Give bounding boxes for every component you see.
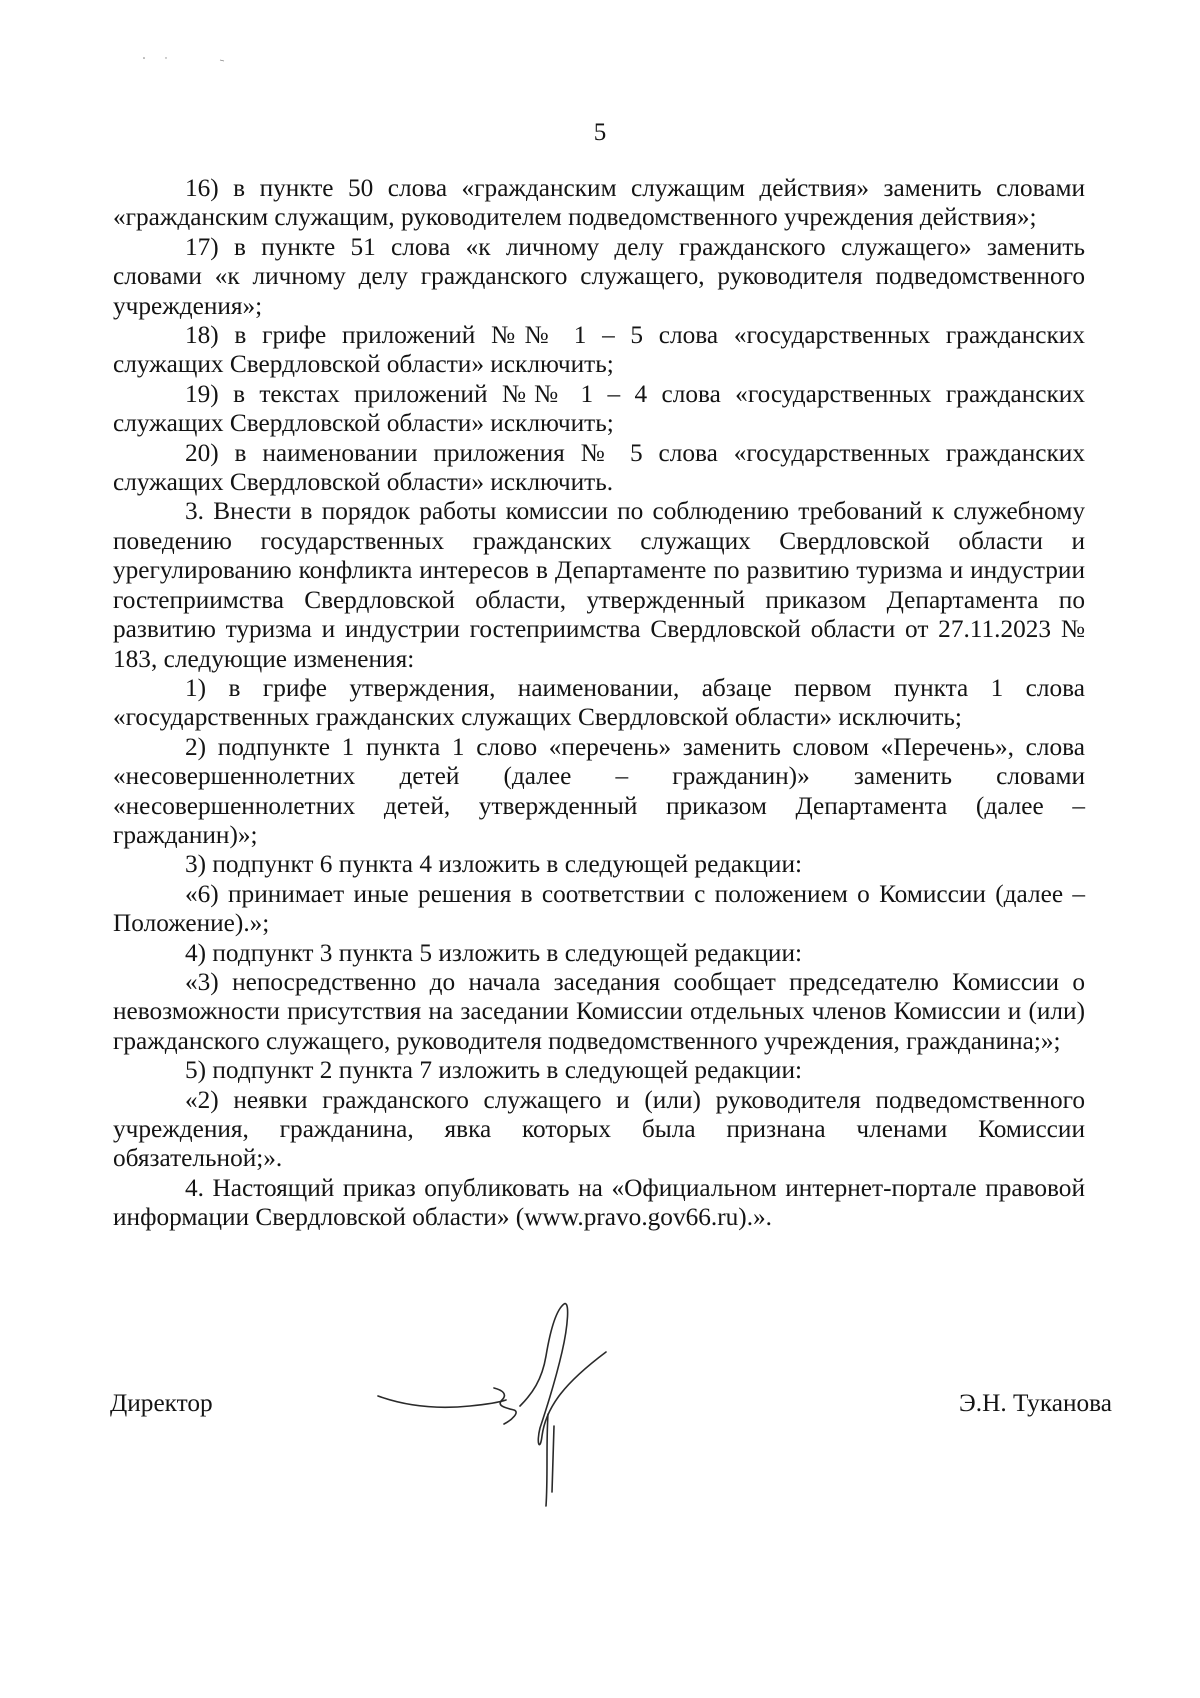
paragraph-subitem-2: 2) подпункте 1 пункта 1 слово «перечень» заменить словом «Перечень», слова «несовершеннолетних детей (далее – гражданин)» заменить словами «несовершеннолетних детей, утвержденный приказом Департамента (далее – гражданин)»;	[113, 732, 1085, 849]
paragraph-item-17: 17) в пункте 51 слова «к личному делу гражданского служащего» заменить словами «к личному делу гражданского служащего, руководителя подведомственного учреждения»;	[113, 232, 1085, 320]
paragraph-item-18: 18) в грифе приложений №№ 1 – 5 слова «государственных гражданских служащих Свердловской области» исключить;	[113, 321, 1085, 379]
paragraph-item-20: 20) в наименовании приложения № 5 слова «государственных гражданских служащих Свердловской области» исключить.	[113, 438, 1085, 497]
document-body	[113, 174, 1085, 1233]
scan-specks-decoration	[140, 50, 240, 70]
paragraph-subitem-5: 5) подпункт 2 пункта 7 изложить в следующей редакции:	[185, 1056, 803, 1085]
paragraph-quote-6: «6) принимает иные решения в соответствии с положением о Комиссии (далее – Положение).»;	[113, 879, 1085, 938]
signature-block	[0, 1388, 1200, 1428]
paragraph-subitem-3: 3) подпункт 6 пункта 4 изложить в следующей редакции:	[185, 850, 803, 879]
signer-name: Э.Н. Туканова	[959, 1389, 1112, 1417]
paragraph-quote-3: «3) непосредственно до начала заседания сообщает председателю Комиссии о невозможности присутствия на заседании Комиссии отдельных членов Комиссии и (или) гражданского служащего, руководителя подведомственного учреждения, гражданина;»;	[113, 967, 1085, 1055]
paragraph-quote-2: «2) неявки гражданского служащего и (или) руководителя подведомственного учреждения, гражданина, явка которых была признана членами Комиссии обязательной;».	[113, 1085, 1085, 1173]
signer-position: Директор	[110, 1389, 213, 1417]
paragraph-item-16: 16) в пункте 50 слова «гражданским служащим действия» заменить словами «гражданским служащим, руководителем подведомственного учреждения действия»;	[113, 174, 1085, 232]
paragraph-section-3: 3. Внести в порядок работы комиссии по соблюдению требований к служебному поведению государственных гражданских служащих Свердловской области и урегулированию конфликта интересов в Департаменте по развитию туризма и индустрии гостеприимства Свердловской области, утвержденный приказом Департамента по развитию туризма и индустрии гостеприимства Свердловской области от 27.11.2023 № 183, следующие изменения:	[113, 497, 1085, 673]
paragraph-item-19: 19) в текстах приложений №№ 1 – 4 слова «государственных гражданских служащих Свердловской области» исключить;	[113, 379, 1085, 438]
paragraph-subitem-4: 4) подпункт 3 пункта 5 изложить в следующей редакции:	[185, 938, 803, 967]
paragraph-subitem-1: 1) в грифе утверждения, наименовании, абзаце первом пункта 1 слова «государственных гражданских служащих Свердловской области» исключить;	[113, 673, 1085, 732]
page-number: 5	[593, 119, 607, 146]
paragraph-section-4: 4. Настоящий приказ опубликовать на «Официальном интернет-портале правовой информации Свердловской области» (www.pravo.gov66.ru).».	[113, 1173, 1085, 1232]
